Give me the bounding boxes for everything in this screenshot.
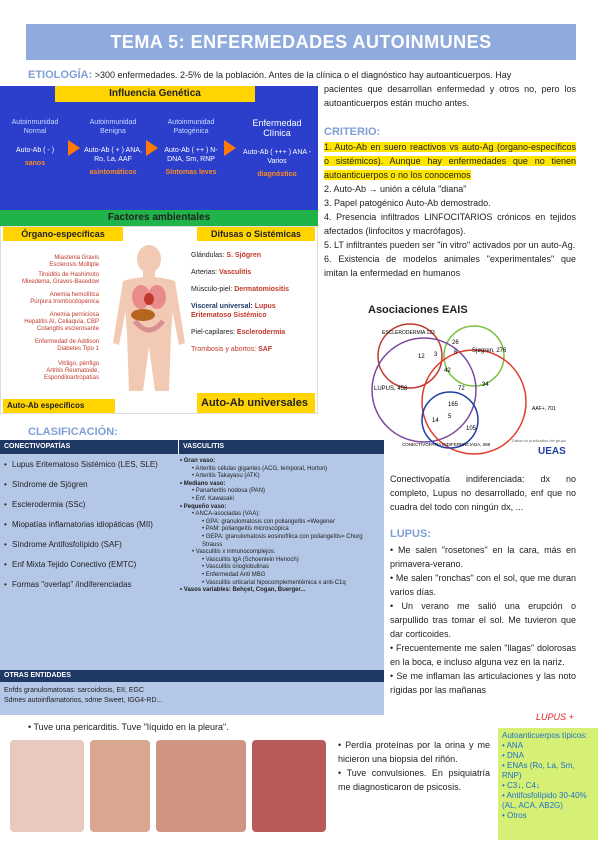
list-item: • ENAs (Ro, La, Sm, RNP) [502, 761, 575, 780]
list-item: • Tuve convulsiones. En psiquiatría me diagnosticaron de psicosis. [338, 768, 490, 792]
criterio-item: 4. Presencia infiltrados LINFOCITARIOS crónicos en tejidos afectados (linfocitos y macrófagos). [324, 212, 576, 236]
list-item: • Me salen "ronchas" con el sol, que me duran varios días. [390, 573, 576, 597]
list-item: • DNA [502, 751, 524, 760]
flow-col-status: sanos [24, 160, 46, 167]
list-item: • Otros [502, 811, 527, 820]
list-item: • Enfermedad Anti MBG [202, 571, 266, 578]
list-item: • Arteritis células gigantes (ACG, temporal, Horton) [192, 465, 328, 472]
organ-item: Espondiloartropatías [43, 375, 99, 381]
flow-col-label: Autoinmunidad Benigna [89, 119, 137, 135]
list-item: • Enf Mixta Tejido Conectivo (EMTC) [4, 560, 174, 570]
classification-table [0, 440, 384, 715]
venn-brand: UEAS [538, 446, 566, 457]
etiologia-line [28, 68, 576, 82]
organ-right-item: Músculo-piel: Dermatomiositis [191, 286, 290, 293]
list-item: • Vasculitis urticarial hipocomplementémica x anti-C1q [202, 579, 346, 586]
venn-label: ESCLERODERMIA 123 [382, 330, 435, 336]
arrow-icon [68, 140, 80, 156]
organ-foot-right: Auto-Ab universales [197, 393, 315, 413]
list-item: • GPA: granulomatosis con poliangeítis =Wegener [202, 518, 335, 525]
venn-number: 26 [452, 340, 459, 346]
flow-col-status: asintomáticos [89, 169, 137, 176]
organ-item: Esclerosis Múltiple [49, 262, 99, 268]
criterio-item: 5. LT infiltrantes pueden ser "in vitro" activados por un auto-Ag. [324, 240, 576, 250]
venn-number: 5 [448, 414, 452, 420]
organ-item: Anemia hemolítica [49, 292, 99, 298]
autoanticuerpos-box [498, 728, 598, 840]
organ-item: Hepatitis AI, Celiaquía, CBP [24, 319, 99, 325]
list-item: • Vasculitis x inmunocomplejos: [192, 549, 276, 556]
criterio-label: CRITERIO: [324, 126, 381, 138]
flow-col [240, 118, 314, 179]
venn-number: 6 [454, 350, 458, 356]
handwritten-note: LUPUS + [536, 712, 574, 722]
organ-right-item: Arterias: Vasculitis [191, 269, 252, 276]
face-rash-image [10, 740, 84, 832]
conectivopatias-list [4, 460, 174, 600]
flow-col [160, 118, 222, 177]
organ-right-head: Difusas o Sistémicas [197, 227, 315, 241]
skin-rash-image [90, 740, 150, 832]
criterio-item: 1. Auto-Ab en suero reactivos vs auto-Ag (organo-específicos o sistémicos). Aunque hay enfermedades que no tienen autoanticuerpos o no los conocemos [324, 142, 576, 180]
list-item: • Formas "overlap" /indiferenciadas [4, 580, 174, 590]
flow-col [82, 118, 144, 177]
flow-col-label: Autoinmunidad Normal [11, 119, 59, 135]
list-item: • Antifosfolípido 30-40% (AL, ACA, AB2G) [502, 791, 587, 810]
venn-number: 72 [458, 386, 465, 392]
organ-item: Anemia perniciosa [49, 312, 99, 318]
list-item: • Arteritis Takayasu (ATK) [192, 473, 260, 480]
criterio-section [324, 126, 576, 280]
photo-strip [10, 740, 330, 840]
pericarditis-text: • Tuve una pericarditis. Tuve "líquido en la pleura". [28, 722, 229, 732]
organ-left-list [3, 255, 99, 382]
venn-label: Sjøgren, 276 [472, 348, 507, 354]
clasificacion-label: CLASIFICACIÓN: [28, 426, 118, 438]
list-item: • Frecuentemente me salen "llagas" dolorosas en la boca, e incluso alguna vez en la nariz. [390, 643, 577, 667]
organ-item: Enfermedad de Addison [34, 339, 99, 345]
etiologia-text-b: pacientes que desarrollan enfermedad y otros no, pero los autoanticuerpos están mucho antes. [324, 84, 576, 108]
flow-col-label: Enfermedad Clínica [252, 118, 302, 138]
list-item: • Esclerodermia (SSc) [4, 500, 174, 510]
etiologia-text-a: >300 enfermedades. 2-5% de la población. Antes de la clínica o el diagnóstico hay autoanticuerpos. Hay [94, 70, 512, 80]
otras-list [4, 686, 162, 706]
arrow-icon [146, 140, 158, 156]
venn-number: 42 [444, 368, 451, 374]
venn-number: 14 [432, 418, 439, 424]
flow-bottom-label: Factores ambientales [0, 210, 318, 226]
body-figure-icon [109, 243, 189, 393]
organ-item: Colangitis esclerosante [36, 326, 99, 332]
organ-item: Púrpura trombocitopénica [30, 299, 99, 305]
organ-item: Mixedema, Graves-Basedow [21, 279, 99, 285]
list-item: • Gran vaso: [180, 458, 216, 464]
flow-col-status: diagnóstico [257, 171, 297, 178]
otras-head: OTRAS ENTIDADES [0, 670, 384, 682]
list-item: • Mediano vaso: [180, 480, 226, 487]
list-item: • Panarteritis nodosa (PAN) [192, 488, 266, 495]
lupus-section [390, 528, 576, 697]
flow-col-ab: Auto-Ab ( + ) ANA, Ro, La, AAF [84, 147, 142, 163]
etiologia-label: ETIOLOGÍA: [28, 69, 93, 81]
flow-col-status: Síntomas leves [165, 169, 217, 176]
list-item: • Enf. Kawasaki [192, 495, 234, 502]
venn-label: LUPUS, 458 [374, 386, 408, 392]
flow-top-label: Influencia Genética [55, 86, 255, 102]
list-item: • GEPA: granulomatosis eosinofílica con poliangeítis= Churg Strauss [202, 533, 363, 548]
table-head-conectivopatias: CONECTIVOPATÍAS [0, 440, 178, 454]
criterio-item: 3. Papel patogénico Auto-Ab demostrado. [324, 198, 491, 208]
organ-item: Diabetes Tipo 1 [57, 346, 99, 352]
lupus-label: LUPUS: [390, 528, 431, 540]
list-item: • Miopatías inflamatorias idiopáticas (MII) [4, 520, 174, 530]
venn-label: CONECTIVOPATÍA INDIFERENCIADA, 288 [402, 442, 491, 447]
criterio-item: 2. Auto-Ab → unión a célula "diana" [324, 184, 467, 194]
organ-item: Tiroiditis de Hashimoto [38, 272, 99, 278]
list-item: • Vasculitis IgA (Schoenlein Henoch) [202, 556, 299, 563]
venn-number: 165 [448, 402, 459, 408]
venn-source: Datos no publicados del grupo [512, 438, 567, 443]
venn-label: AAF+, 701 [532, 406, 556, 412]
mouth-ulcer-image [252, 740, 326, 832]
list-item: • Vasos variables: Behçet, Cogan, Buerger... [180, 587, 306, 594]
flow-col-ab: Auto-Ab ( - ) [15, 147, 55, 154]
conectivopatia-note: Conectivopatía indiferenciada: dx no completo, Lupus no desarrollado, enf que no cuadra del todo con ningún dx, ... [390, 474, 576, 512]
flow-col-ab: Auto-Ab ( ++ ) N-DNA, Sm, RNP [164, 147, 218, 163]
organ-foot-left: Auto-Ab específicos [3, 399, 115, 413]
organ-right-item: Piel-capilares: Esclerodermia [191, 329, 286, 336]
venn-number: 12 [418, 354, 425, 360]
page-title: TEMA 5: ENFERMEDADES AUTOINMUNES [110, 31, 492, 52]
venn-number: 34 [482, 382, 489, 388]
venn-diagram [362, 318, 576, 460]
venn-number: 3 [434, 352, 438, 358]
list-item: • Síndrome Antifosfolípido (SAF) [4, 540, 174, 550]
organ-diagram [0, 226, 318, 414]
list-item: • PAM: poliangeítis microscópica [202, 526, 289, 533]
organ-right-item: Glándulas: S. Sjögren [191, 252, 262, 259]
organ-right-item: Visceral universal: Lupus Eritematoso Sistémico [191, 303, 276, 319]
venn-title: Asociaciones EAIS [368, 304, 468, 316]
list-item: • ANA [502, 741, 524, 750]
organ-item: Vitíligo, pénfigo [58, 361, 99, 367]
table-head-vasculitis: VASCULITIS [178, 440, 384, 454]
list-item: • Lupus Eritematoso Sistémico (LES, SLE) [4, 460, 174, 470]
flow-col-ab: Auto-Ab ( +++ ) ANA - Varios [243, 149, 311, 165]
lupus-extra [338, 738, 490, 794]
list-item: Enfds granulomatosas: sarcoidosis, EII, EGC [4, 687, 145, 694]
vasculitis-list [180, 458, 380, 595]
list-item: • Un verano me salió una erupción o sarpullido tras tomar el sol. Me tuvieron que dar corticoides. [390, 601, 576, 639]
back-rash-image [156, 740, 246, 832]
list-item: • Vasculitis crioglobulinas [202, 564, 270, 571]
list-item: • Se me inflaman las articulaciones y las noto rígidas por las mañanas [390, 671, 576, 695]
title-bar [26, 24, 576, 60]
list-item: • Me salen "rosetones" en la cara, más en primavera-verano. [390, 545, 576, 569]
list-item: • ANCA-asociadas (VAA): [192, 511, 261, 518]
list-item: • Pequeño vaso: [180, 503, 227, 510]
organ-item: Miastenia Gravis [54, 255, 99, 261]
list-item: • Perdía proteínas por la orina y me hicieron una biopsia del riñón. [338, 740, 490, 764]
list-item: • C3↓, C4↓ [502, 781, 540, 790]
flow-col [4, 118, 66, 168]
organ-left-head: Órgano-específicas [3, 227, 123, 241]
flow-diagram [0, 86, 318, 226]
list-item: • Síndrome de Sjögren [4, 480, 174, 490]
autoab-title: Autoanticuerpos típicos: [502, 731, 588, 740]
arrow-icon [224, 140, 236, 156]
flow-col-label: Autoinmunidad Patogénica [167, 119, 215, 135]
venn-number: 105 [466, 426, 477, 432]
organ-right-list [191, 251, 315, 354]
organ-right-item: Trombosis y abortos: SAF [191, 346, 273, 353]
list-item: Sdmes autoinflamatorios, sdme Sweet, IGG4-RD... [4, 697, 163, 704]
criterio-item: 6. Existencia de modelos animales "experimentales" que imitan la enfermedad en humanos [324, 254, 576, 278]
organ-item: Artritis Reumatoide, [46, 368, 99, 374]
